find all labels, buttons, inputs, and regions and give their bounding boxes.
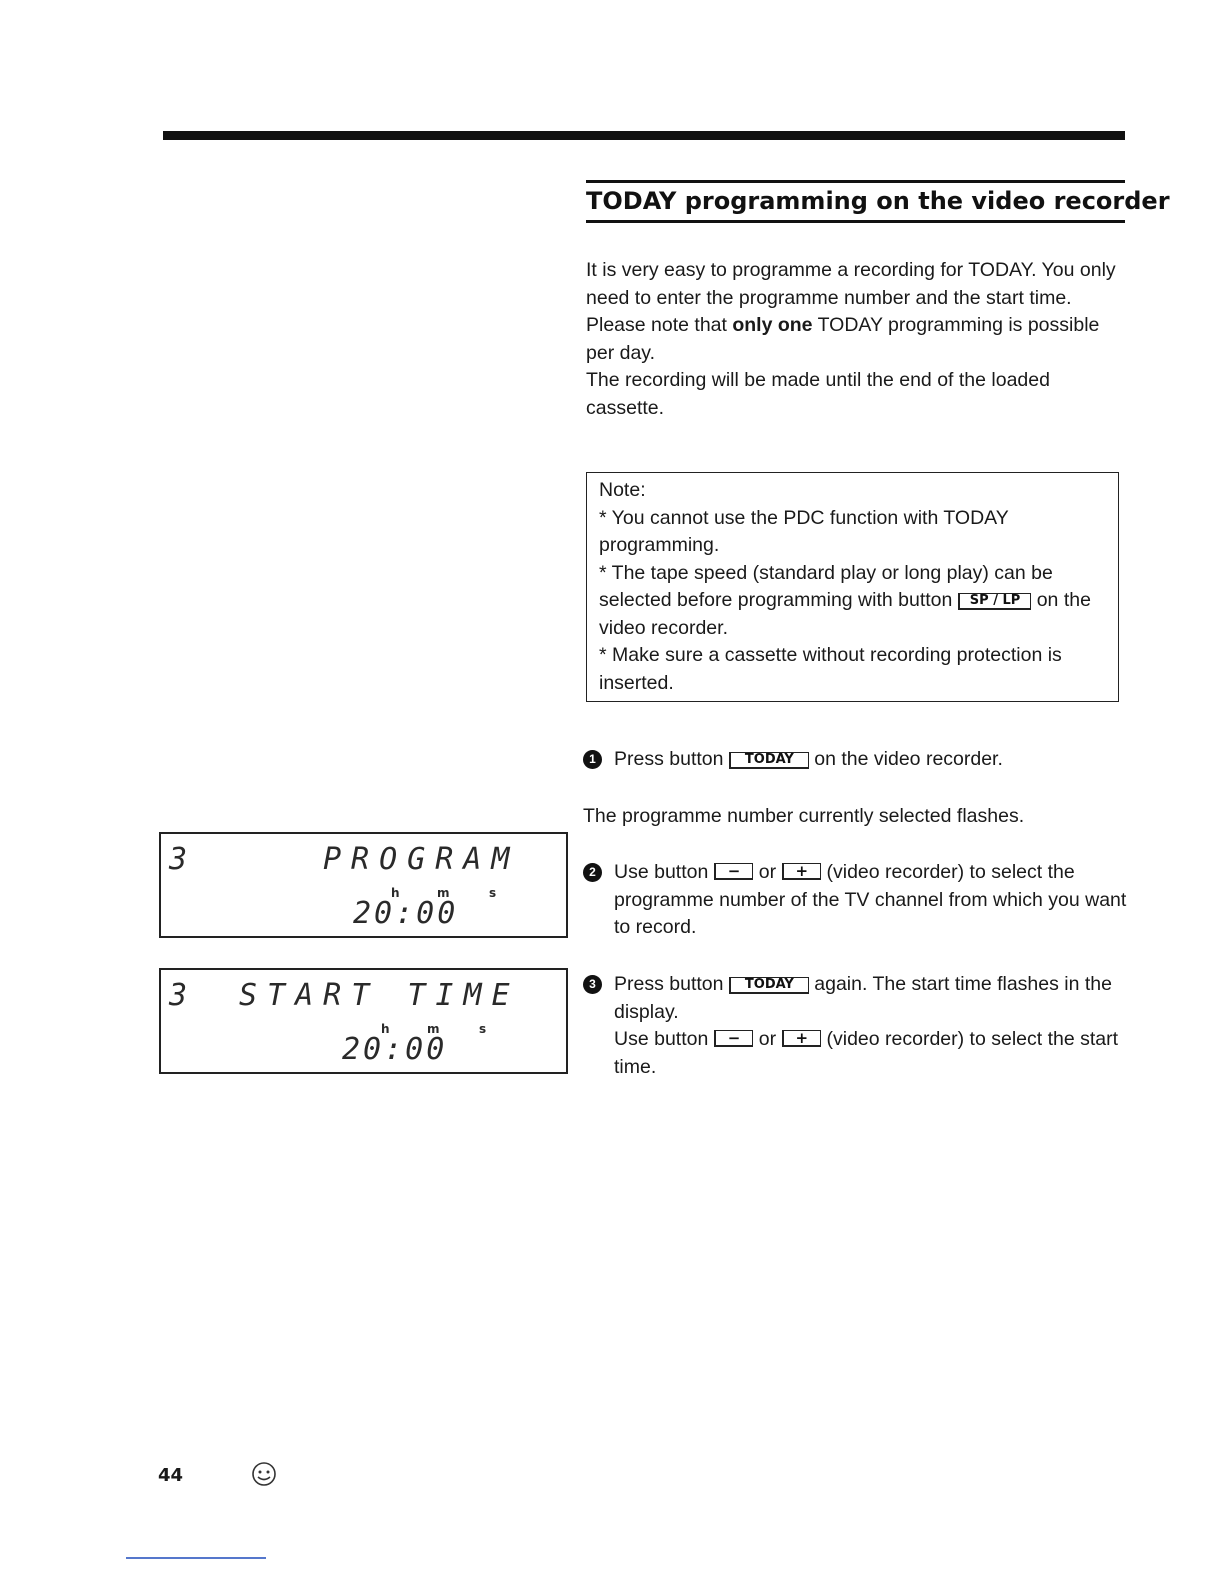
step-3: [583, 971, 1128, 1081]
step-1-before: Press button: [614, 748, 729, 770]
intro-p2-after: TODAY programming is possible per day.: [586, 314, 1100, 364]
step-1: [583, 746, 1128, 774]
page-title: TODAY programming on the video recorder: [586, 187, 1170, 215]
step-1-after: on the video recorder.: [808, 748, 1003, 770]
note-item-3: * Make sure a cassette without recording protection is inserted.: [599, 644, 1062, 694]
program-display: [159, 832, 568, 938]
step-1-number: 1: [583, 750, 602, 769]
note-item-1: * You cannot use the PDC function with TODAY programming.: [599, 506, 1009, 556]
note-item-2-before: * The tape speed (standard play or long play) can be selected before programming with button: [599, 561, 1053, 611]
step-1-result: The programme number currently selected flashes.: [583, 805, 1025, 827]
minus-button: −: [714, 863, 754, 880]
step-3-line-2: [614, 1026, 1128, 1081]
intro-text: [586, 257, 1126, 422]
step-3-or: or: [753, 1028, 782, 1050]
intro-p2-bold: only one: [732, 314, 813, 336]
note-item-2: [599, 560, 1106, 643]
intro-p2-before: Please note that: [586, 314, 733, 336]
step-2-before: Use button: [614, 861, 714, 883]
sp-lp-button: SP / LP: [958, 593, 1032, 610]
step-3-line-2-before: Use button: [614, 1028, 714, 1050]
heading-rule-bottom: [586, 220, 1125, 223]
start-time-display-s: s: [479, 1022, 487, 1036]
step-2-number: 2: [583, 863, 602, 882]
today-button-again: TODAY: [729, 977, 809, 994]
plus-button-2: +: [782, 1030, 822, 1047]
program-display-channel: 3: [169, 842, 190, 877]
program-display-h: h: [391, 886, 400, 900]
note-title: Note:: [599, 479, 646, 501]
note-item-2-after: on the video recorder.: [599, 589, 1091, 639]
program-display-time: 20:00: [353, 896, 459, 931]
program-display-label: PROGRAM: [323, 842, 520, 877]
step-3-line-1: [614, 971, 1128, 1026]
start-time-display-time: 20:00: [342, 1032, 448, 1067]
start-time-display-h: h: [381, 1022, 390, 1036]
start-time-display-label: START TIME: [239, 978, 520, 1013]
program-display-m: m: [437, 886, 450, 900]
minus-button-2: −: [714, 1030, 754, 1047]
footer-rule: [126, 1557, 266, 1559]
step-2: [583, 859, 1128, 942]
start-time-display-channel: 3: [169, 978, 190, 1013]
today-button: TODAY: [729, 752, 809, 769]
step-3-number: 3: [583, 975, 602, 994]
program-display-s: s: [489, 886, 497, 900]
note-box: [586, 472, 1119, 702]
start-time-display-m: m: [427, 1022, 440, 1036]
brand-logo-icon: [251, 1461, 277, 1487]
step-2-or: or: [753, 861, 782, 883]
section-heading: [586, 180, 1170, 223]
start-time-display: [159, 968, 568, 1074]
intro-paragraph-2: [586, 312, 1126, 367]
intro-paragraph-3: The recording will be made until the end of the loaded cassette.: [586, 369, 1050, 419]
step-3-line-2-after: (video recorder) to select the start time.: [614, 1028, 1119, 1078]
step-3-line-1-after: again. The start time flashes in the display.: [614, 973, 1112, 1023]
intro-paragraph-1: It is very easy to programme a recording for TODAY. You only need to enter the programme number and the start time.: [586, 259, 1116, 309]
step-3-line-1-before: Press button: [614, 973, 729, 995]
top-rule: [163, 131, 1125, 140]
plus-button: +: [782, 863, 822, 880]
page-number: 44: [158, 1465, 184, 1486]
step-2-after: (video recorder) to select the programme number of the TV channel from which you want to record.: [614, 861, 1127, 938]
